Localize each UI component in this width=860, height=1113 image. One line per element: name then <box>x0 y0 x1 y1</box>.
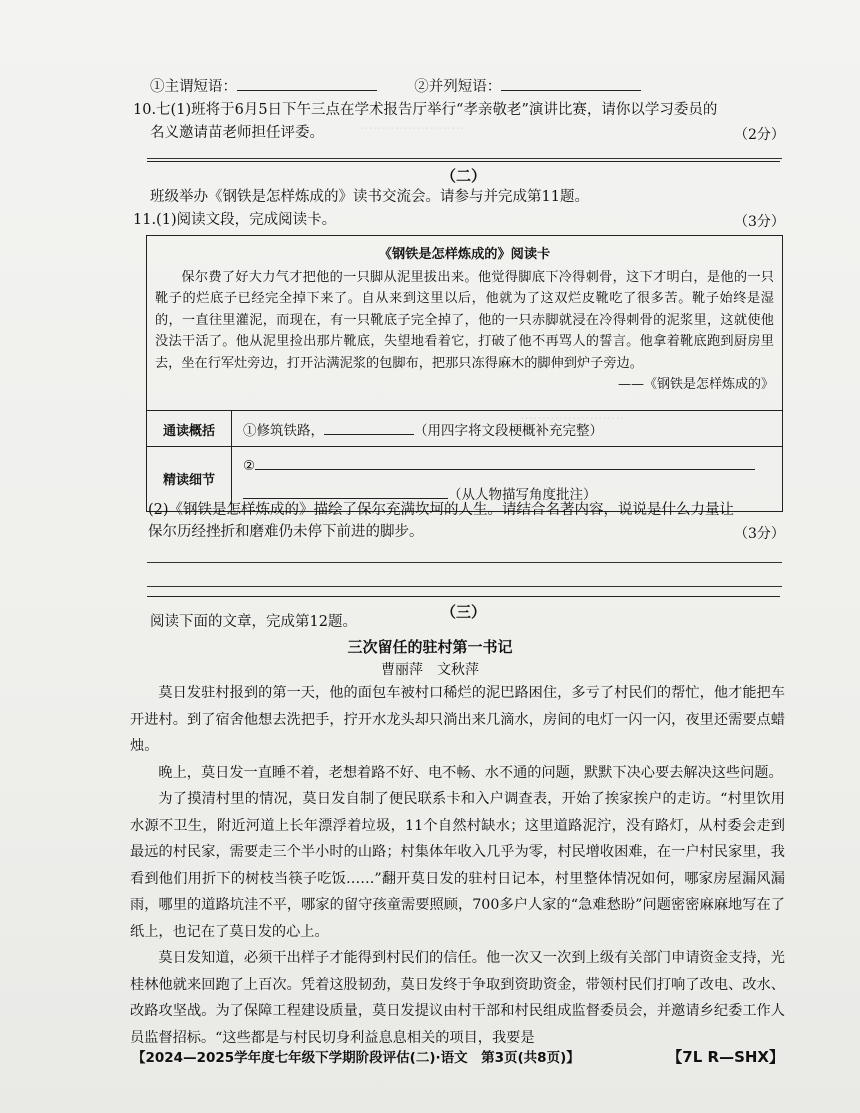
article-paragraph: 莫日发知道，必须干出样子才能得到村民们的信任。他一次又一次到上级有关部门申请资金支持，光桂林他就来回跑了上百次。凭着这股韧劲，莫日发终于争取到资助资金，带领村民们打响了改电、改水、改路攻坚战。为了保障工程建设质量，莫日发提议由村干部和村民组成监督委员会，并邀请乡纪委工作人员监督招标。“这些都是与村民切身利益息息相关的项目，我要是 <box>130 950 785 1046</box>
answer-blank[interactable] <box>501 76 641 91</box>
summary-blank[interactable] <box>324 420 414 435</box>
article-title: 三次留任的驻村第一书记 <box>347 638 513 656</box>
question-10-points: （2分） <box>734 127 785 143</box>
annotation-blank[interactable] <box>255 455 755 470</box>
bleed-through-text: …………………… <box>360 118 464 133</box>
section-2-heading-block <box>147 160 780 184</box>
subject-predicate-label: ①主谓短语： <box>150 79 237 95</box>
answer-line[interactable] <box>147 562 782 563</box>
question-11-2-points: （3分） <box>734 526 785 542</box>
summary-hint: （用四字将文段梗概补充完整） <box>414 423 603 439</box>
answer-line[interactable] <box>147 158 782 159</box>
row-close-reading-label: 精读细节 <box>147 447 232 510</box>
annotation-blank[interactable] <box>243 484 448 499</box>
page-footer <box>132 1046 784 1066</box>
article-author: 曹丽萍 文秋萍 <box>381 662 479 678</box>
phrase-answer-line <box>150 76 641 97</box>
article-paragraph: 为了摸清村里的情况，莫日发自制了便民联系卡和入户调查表，开始了挨家挨户的走访。“村里饮用水源不卫生，附近河道上长年漂浮着垃圾，11个自然村缺水；这里道路泥泞，没有路灯，从村委会走到最远的村民家，需要走三个半小时的山路；村集体年收入几乎为零，村民增收困难，在一户村民家里，我看到他们用折下的树枝当筷子吃饭……”翻开莫日发的驻村日记本，村里整体情况如何，哪家房屋漏风漏雨，哪里的道路坑洼不平，哪家的留守孩童需要照顾，700多户人家的“急难愁盼”问题密密麻麻地写在了纸上，也记在了莫日发的心上。 <box>130 791 785 940</box>
question-11-2-line1: (2)《钢铁是怎样炼成的》描绘了保尔充满坎坷的人生。请结合名著内容，说说是什么力量让 <box>148 502 735 518</box>
answer-blank[interactable] <box>237 76 377 91</box>
article-paragraph: 莫日发驻村报到的第一天，他的面包车被村口稀烂的泥巴路困住，多亏了村民们的帮忙，他才能把车开进村。到了宿舍他想去洗把手，拧开水龙头却只淌出来几滴水，房间的电灯一闪一闪，夜里还需要点蜡烛。 <box>130 685 785 754</box>
reading-card-passage: 保尔费了好大力气才把他的一只脚从泥里拔出来。他觉得脚底下冷得刺骨，这下才明白，是他的一只靴子的烂底子已经完全掉下来了。自从来到这里以后，他就为了这双烂皮靴吃了很多苦。靴子始终是湿的，一直往里灌泥，而现在，有一只靴底子完全掉了，他的一只赤脚就浸在冷得刺骨的泥浆里，这就使他没法干活了。他从泥里捡出那片靴底，失望地看着它，打破了他不再骂人的誓言。他拿着靴底跑到厨房里去，坐在行军灶旁边，打开沾满泥浆的包脚布，把那只冻得麻木的脚伸到炉子旁边。 <box>155 269 774 371</box>
row-general-summary-label: 通读概括 <box>147 411 232 447</box>
annotation-line-1 <box>243 455 755 474</box>
reading-card-body <box>155 244 774 396</box>
answer-line[interactable] <box>147 586 782 587</box>
summary-prefix: ①修筑铁路， <box>243 423 324 439</box>
section-2-heading: （二） <box>440 167 486 185</box>
section-divider <box>147 596 780 597</box>
coordinate-phrase-label: ②并列短语： <box>414 79 502 95</box>
bleed-through-text: …………………… <box>520 408 624 423</box>
article-body <box>130 680 785 1051</box>
question-10-line2: 名义邀请苗老师担任评委。 <box>150 125 324 141</box>
article-paragraph: 晚上，莫日发一直睡不着，老想着路不好、电不畅、水不通的问题，默默下决心要去解决这些问题。 <box>158 764 783 781</box>
section-3-heading: （三） <box>440 603 486 621</box>
question-11-2-line2: 保尔历经挫折和磨难仍未停下前进的脚步。 <box>148 524 424 540</box>
section-2-intro: 班级举办《钢铁是怎样炼成的》读书交流会。请参与并完成第11题。 <box>150 189 589 205</box>
section-3-intro: 阅读下面的文章，完成第12题。 <box>150 614 357 630</box>
annotation-hint: （从人物描写角度批注） <box>448 487 597 503</box>
question-10-line1: 10.七(1)班将于6月5日下午三点在学术报告厅举行“孝亲敬老”演讲比赛，请你以学习委员的 <box>133 102 718 118</box>
footer-info: 【2024—2025学年度七年级下学期阶段评估(二)·语文 第3页(共8页)】 <box>132 1050 580 1066</box>
reading-card-title: 《钢铁是怎样炼成的》阅读卡 <box>378 247 551 262</box>
reading-card <box>146 235 783 512</box>
reading-card-source: ——《钢铁是怎样炼成的》 <box>617 377 774 392</box>
question-11-1-points: （3分） <box>734 214 785 230</box>
row-general-summary-value <box>243 419 603 439</box>
section-divider <box>147 161 780 162</box>
row-general-summary <box>147 410 782 447</box>
question-11-1-label: 11.(1)阅读文段，完成阅读卡。 <box>133 212 337 228</box>
annotation-prefix: ② <box>243 458 256 474</box>
footer-code: 【7L R—SHX】 <box>667 1048 784 1066</box>
